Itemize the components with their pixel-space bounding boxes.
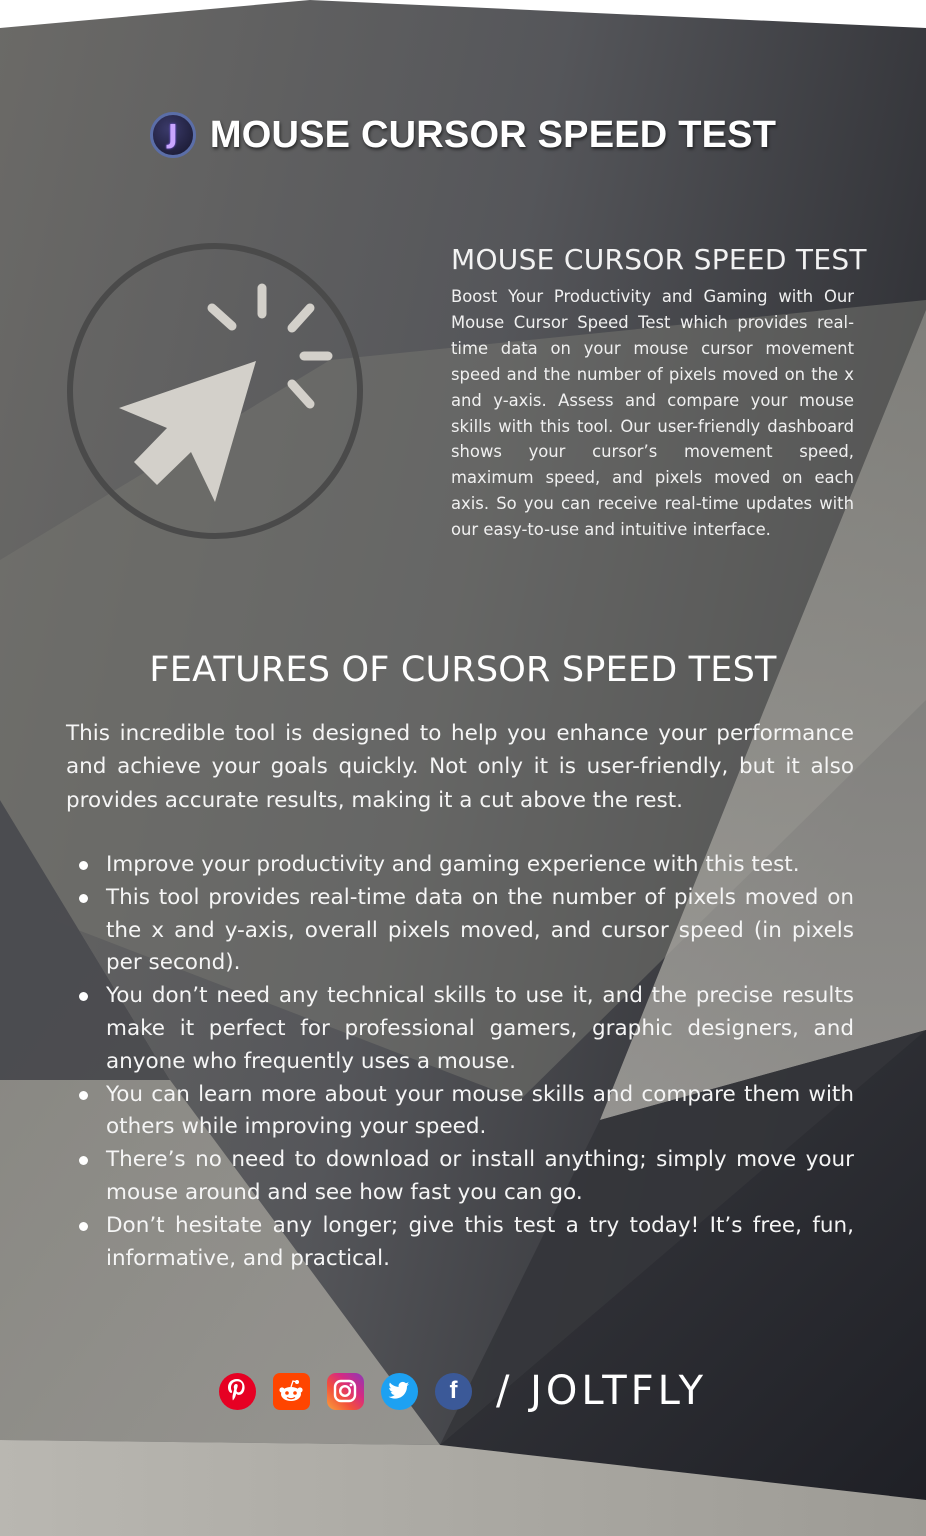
list-item-text: This tool provides real-time data on the number of pixels moved on the x and y-axis, overall pixels moved, and cursor speed (in pixels per second). — [106, 884, 854, 976]
instagram-icon[interactable] — [327, 1373, 364, 1410]
intro-section — [451, 243, 867, 543]
list-item — [66, 882, 854, 980]
features-list — [66, 849, 854, 1275]
social-links — [219, 1373, 472, 1410]
logo-letter: J — [168, 120, 178, 150]
features-title: FEATURES OF CURSOR SPEED TEST — [149, 650, 777, 690]
joltfly-logo — [150, 112, 196, 158]
list-item-text: You don’t need any technical skills to use it, and the precise results make it perfect for professional gamers, graphic designers, and anyone who frequently uses a mouse. — [106, 983, 854, 1074]
twitter-icon[interactable] — [381, 1373, 418, 1410]
intro-body: Boost Your Productivity and Gaming with Our Mouse Cursor Speed Test which provides real-time data on your mouse cursor movement speed and the number of pixels moved on the x and y-axis. Assess and compare your mouse skills with this tool. Our user-friendly dashboard shows your cursor’s movement speed, maximum speed, and pixels moved on each axis. So you can receive real-time updates with our easy-to-use and intuitive interface. — [451, 287, 854, 540]
bullet-icon — [79, 1091, 88, 1100]
list-item — [66, 1079, 854, 1145]
list-item-text: Don’t hesitate any longer; give this test a try today! It’s free, fun, informative, and practical. — [106, 1212, 854, 1271]
list-item — [66, 849, 854, 882]
features-intro: This incredible tool is designed to help you enhance your performance and achieve your goals quickly. Not only it is user-friendly, but it also provides accurate results, making it a cut above the rest. — [66, 721, 854, 813]
reddit-icon[interactable] — [273, 1373, 310, 1410]
bullet-icon — [79, 1222, 88, 1231]
list-item — [66, 1210, 854, 1276]
page-title: MOUSE CURSOR SPEED TEST — [209, 113, 777, 156]
list-item-text: Improve your productivity and gaming experience with this test. — [106, 852, 800, 877]
list-item — [66, 1144, 854, 1210]
bullet-icon — [79, 992, 88, 1001]
facebook-icon[interactable]: f — [435, 1373, 472, 1410]
brand-name: / JOLTFLY — [495, 1368, 708, 1414]
list-item — [66, 980, 854, 1078]
header — [0, 112, 926, 158]
list-item-text: There’s no need to download or install anything; simply move your mouse around and see how fast you can go. — [106, 1147, 854, 1205]
pinterest-icon[interactable] — [219, 1373, 256, 1410]
intro-title: MOUSE CURSOR SPEED TEST — [451, 243, 867, 276]
mouse-cursor-click-icon — [64, 240, 366, 542]
bullet-icon — [79, 894, 88, 903]
footer — [0, 1368, 926, 1414]
bullet-icon — [79, 861, 88, 870]
bullet-icon — [79, 1156, 88, 1165]
list-item-text: You can learn more about your mouse skills and compare them with others while improving your speed. — [106, 1081, 854, 1140]
